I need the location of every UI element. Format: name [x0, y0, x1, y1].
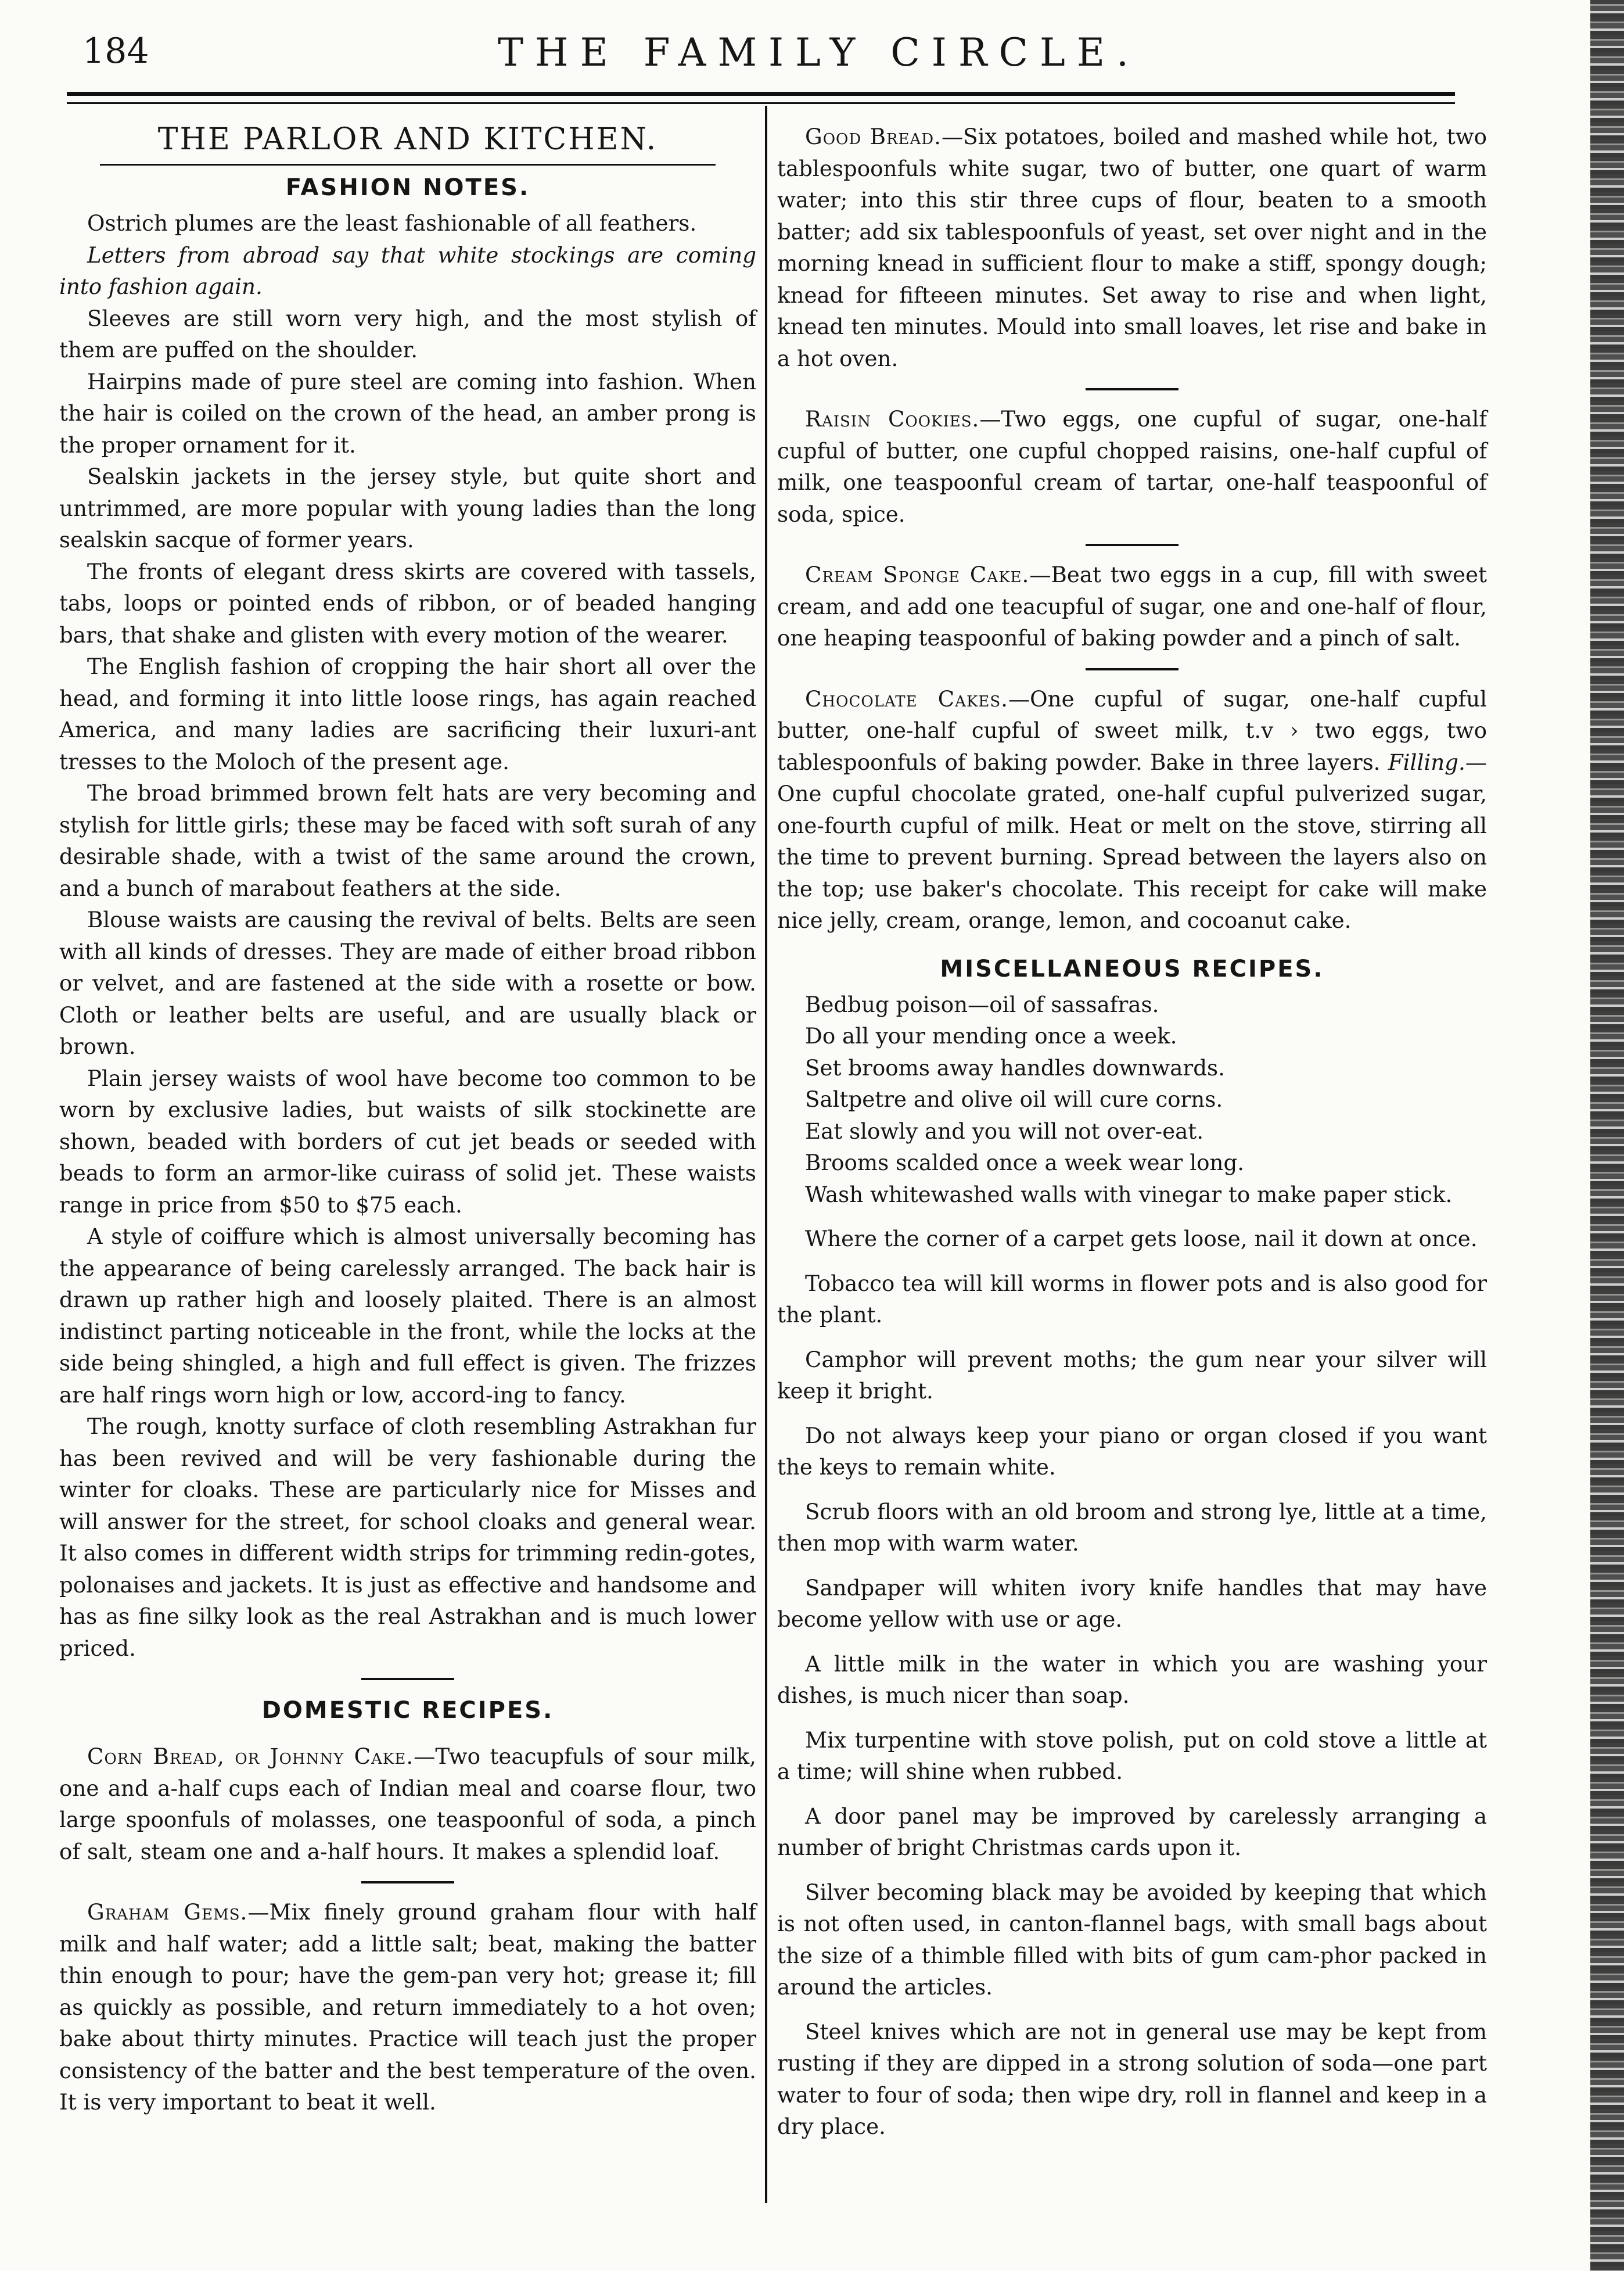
misc-tip: Brooms scalded once a week wear long. — [805, 1150, 1245, 1175]
section-heading-parlor-kitchen: THE PARLOR AND KITCHEN. — [157, 122, 658, 157]
misc-tip: Wash whitewashed walls with vinegar to make paper stick. — [805, 1181, 1453, 1207]
publication-title: THE FAMILY CIRCLE. — [497, 30, 1140, 75]
fashion-paragraph: The English fashion of cropping the hair short all over the head, and forming it into little loose rings, has again reached America, and many ladies are sacrificing their luxuri-ant tresses to the Moloch of the present age. — [59, 654, 756, 774]
miscellaneous-recipes-heading: MISCELLANEOUS RECIPES. — [940, 955, 1324, 982]
recipe-body: —Mix finely ground graham flour with half milk and half water; add a little salt; beat, making the batter thin enough to pour; have the gem-pan very hot; grease it; fill as quickly as possible, and return immediately to a hot oven; bake about thirty minutes. Practice will teach just the proper consistency of the batter and the best temperature of the oven. It is very important to beat it well. — [59, 1899, 756, 2115]
misc-tip: Steel knives which are not in general use may be kept from rusting if they are dipped in a strong solution of soda—one part water to four of soda; then wipe dry, roll in flannel and keep in a dry place. — [777, 2018, 1487, 2139]
fashion-paragraph: The broad brimmed brown felt hats are very becoming and stylish for little girls; these may be faced with soft surah of any desirable shade, with a twist of the same around the crown, and a bunch of marabout feathers at the side. — [59, 780, 756, 901]
fashion-paragraph: Sealskin jackets in the jersey style, but quite short and untrimmed, are more popular with young ladies than the long sealskin sacque of former years. — [59, 464, 756, 552]
misc-tip: Mix turpentine with stove polish, put on cold stove a little at a time; will shine when rubbed. — [777, 1727, 1487, 1784]
recipe-body: —One cupful chocolate grated, one-half cupful pulverized sugar, one-fourth cupful of milk. Heat or melt on the stove, stirring all the time to prevent burning. Spread between the layers also on the top; use baker's chocolate. This receipt for cake will make nice jelly, cream, orange, lemon, and cocoanut cake. — [777, 749, 1487, 933]
recipe-body: —One cupful of sugar, one-half cupful butter, one-half cupful of sweet milk, t.v › two eggs, two tablespoonfuls of baking powder. Bake in three layers. — [777, 686, 1487, 775]
recipe-graham-gems — [59, 1896, 756, 2118]
heading-rule — [100, 164, 716, 166]
left-column — [59, 121, 756, 2118]
fashion-paragraph: Ostrich plumes are the least fashionable of all feathers. — [87, 210, 697, 236]
recipe-cream-sponge-cake — [777, 559, 1487, 654]
domestic-recipes-heading: DOMESTIC RECIPES. — [261, 1697, 554, 1724]
filling-label: Filling. — [1388, 749, 1465, 775]
scan-edge-artifact — [1590, 0, 1624, 2271]
recipe-good-bread — [777, 121, 1487, 374]
recipe-title: Raisin Cookies. — [805, 406, 980, 432]
recipe-body: —Six potatoes, boiled and mashed while hot, two tablespoonfuls white sugar, two of butter, one quart of warm water; into this stir three cups of flour, beaten to a smooth batter; add six tablespoonfuls of yeast, set over night and in the morning knead in sufficient flour to make a stiff, spongy dough; knead for fifteeen minutes. Set away to rise and when light, knead ten minutes. Mould into small loaves, let rise and bake in a hot oven. — [777, 124, 1487, 371]
recipe-rule — [361, 1881, 454, 1883]
recipe-body: —Beat two eggs in a cup, fill with sweet cream, and add one teacupful of sugar, one and one-half of flour, one heaping teaspoonful of baking powder and a pinch of salt. — [777, 562, 1487, 651]
misc-tip: A door panel may be improved by carelessly arranging a number of bright Christmas cards upon it. — [777, 1803, 1487, 1860]
misc-tip: Do all your mending once a week. — [805, 1023, 1177, 1049]
section-rule — [361, 1678, 454, 1680]
recipe-chocolate-cakes — [777, 683, 1487, 937]
misc-tip: Sandpaper will whiten ivory knife handles that may have become yellow with use or age. — [777, 1574, 1487, 1632]
fashion-paragraph: Plain jersey waists of wool have become too common to be worn by exclusive ladies, but waists of silk stockinette are shown, beaded with borders of cut jet beads or seeded with beads to form an armor-like cuirass of solid jet. These waists range in price from $50 to $75 each. — [59, 1065, 756, 1218]
header-rule-thin — [67, 102, 1455, 104]
fashion-paragraph: A style of coiffure which is almost universally becoming has the appearance of being carelessly arranged. The back hair is drawn up rather high and loosely plaited. There is an almost indistinct parting noticeable in the front, while the locks at the side being shingled, a high and full effect is given. The frizzes are half rings worn high or low, accord-ing to fancy. — [59, 1224, 756, 1408]
recipe-title: Chocolate Cakes. — [805, 686, 1008, 712]
header-rule-thick — [67, 92, 1455, 96]
fashion-paragraph: Hairpins made of pure steel are coming into fashion. When the hair is coiled on the crown of the head, an amber prong is the proper ornament for it. — [59, 368, 756, 458]
misc-tip: Where the corner of a carpet gets loose, nail it down at once. — [805, 1226, 1478, 1251]
recipe-rule — [1086, 544, 1179, 546]
column-divider — [765, 106, 767, 2203]
recipe-body: —Two teacupfuls of sour milk, one and a-half cups each of Indian meal and coarse flour, two large spoonfuls of molasses, one teaspoonful of soda, a pinch of salt, steam one and a-half hours. It makes a splendid loaf. — [59, 1743, 756, 1864]
recipe-title: Graham Gems. — [87, 1899, 248, 1925]
misc-tip: Saltpetre and olive oil will cure corns. — [805, 1086, 1223, 1112]
recipe-title: Corn Bread, or Johnny Cake. — [87, 1743, 414, 1769]
recipe-body: —Two eggs, one cupful of sugar, one-half cupful of butter, one cupful chopped raisins, one-half cupful of milk, one teaspoonful cream of tartar, one-half teaspoonful of soda, spice. — [777, 406, 1488, 527]
fashion-paragraph: Sleeves are still worn very high, and the most stylish of them are puffed on the shoulder. — [59, 305, 756, 363]
fashion-paragraph: The fronts of elegant dress skirts are covered with tassels, tabs, loops or pointed ends of ribbon, or of beaded hanging bars, that shake and glisten with every motion of the wearer. — [59, 558, 756, 648]
misc-tip: Camphor will prevent moths; the gum near your silver will keep it bright. — [777, 1346, 1487, 1404]
misc-tip: Do not always keep your piano or organ closed if you want the keys to remain white. — [777, 1422, 1487, 1480]
recipe-rule — [1086, 668, 1179, 670]
right-column — [777, 121, 1487, 2143]
recipe-corn-bread — [59, 1741, 756, 1867]
recipe-rule — [1086, 388, 1179, 390]
fashion-paragraph — [59, 239, 756, 303]
fashion-notes-heading: FASHION NOTES. — [285, 174, 530, 201]
recipe-title: Cream Sponge Cake. — [805, 562, 1030, 587]
misc-tip: Eat slowly and you will not over-eat. — [805, 1118, 1204, 1144]
misc-tip: Set brooms away handles downwards. — [805, 1054, 1225, 1081]
fashion-paragraph: Blouse waists are causing the revival of belts. Belts are seen with all kinds of dresses. They are made of either broad ribbon or velvet, and are fastened at the side with a rosette or bow. Cloth or leather belts are useful, and are usually black or brown. — [59, 907, 756, 1059]
recipe-raisin-cookies — [777, 403, 1487, 530]
page-number: 184 — [82, 31, 149, 71]
fashion-paragraph: The rough, knotty surface of cloth resembling Astrakhan fur has been revived and will be very fashionable during the winter for cloaks. These are particularly nice for Misses and will answer for the street, for school cloaks and general wear. It also comes in different width strips for trimming redin-gotes, polonaises and jackets. It is just as effective and handsome and has as fine silky look as the real Astrakhan and is much lower priced. — [59, 1413, 756, 1661]
fashion-paragraph-text: Letters from abroad say that white stockings are coming into fashion again. — [59, 242, 756, 299]
misc-tip: Scrub floors with an old broom and strong lye, little at a time, then mop with warm water. — [777, 1498, 1487, 1556]
misc-tip: A little milk in the water in which you are washing your dishes, is much nicer than soap. — [777, 1651, 1487, 1708]
misc-tip: Tobacco tea will kill worms in flower pots and is also good for the plant. — [777, 1270, 1487, 1328]
misc-tip: Bedbug poison—oil of sassafras. — [805, 991, 1159, 1017]
misc-tip: Silver becoming black may be avoided by keeping that which is not often used, in canton-flannel bags, with small bags about the size of a thimble filled with bits of gum cam-phor packed in around the articles. — [777, 1879, 1487, 2000]
recipe-title: Good Bread. — [805, 124, 942, 149]
